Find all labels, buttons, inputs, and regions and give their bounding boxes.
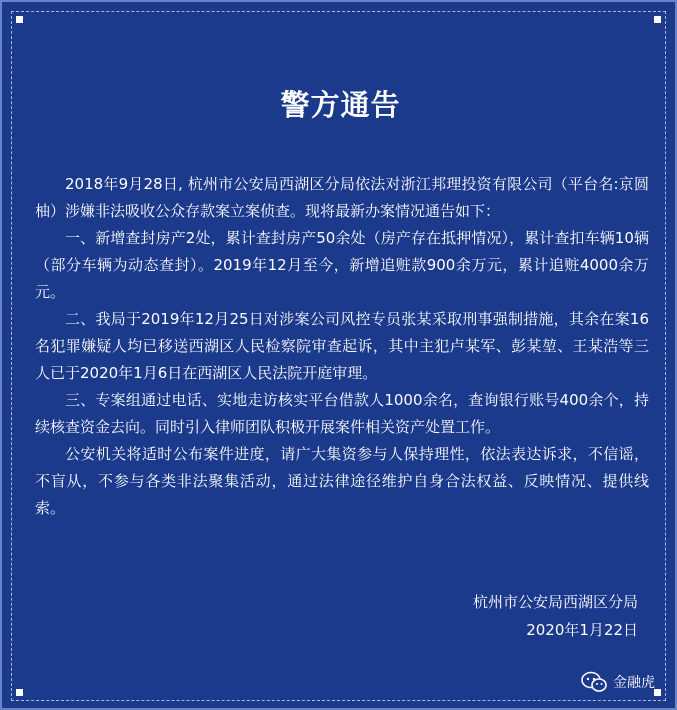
corner-ornament bbox=[16, 16, 23, 23]
notice-paragraph-2: 二、我局于2019年12月25日对涉案公司风控专员张某采取刑事强制措施，其余在案16名犯罪嫌疑人均已移送西湖区人民检察院审查起诉，其中主犯卢某军、彭某堃、王某浩等三人已于2020年1月6日在西湖区人民法院开庭审理。 bbox=[35, 310, 649, 382]
watermark bbox=[581, 671, 655, 693]
corner-ornament bbox=[654, 16, 661, 23]
watermark-label: 金融虎 bbox=[613, 675, 655, 691]
corner-ornament bbox=[654, 689, 661, 696]
notice-paragraph-3: 三、专案组通过电话、实地走访核实平台借款人1000余名，查询银行账号400余个，持续核查资金去向。同时引入律师团队积极开展案件相关资产处置工作。 bbox=[35, 391, 649, 436]
notice-paragraph-intro: 2018年9月28日, 杭州市公安局西湖区分局依法对浙江邦理投资有限公司（平台名:京圆柚）涉嫌非法吸收公众存款案立案侦查。现将最新办案情况通告如下： bbox=[35, 175, 649, 220]
notice-paragraph-closing: 公安机关将适时公布案件进度，请广大集资参与人保持理性，依法表达诉求，不信谣，不盲从，不参与各类非法聚集活动，通过法律途径维护自身合法权益、反映情况、提供线索。 bbox=[35, 445, 649, 517]
notice-paragraph-1: 一、新增查封房产2处，累计查封房产50余处（房产存在抵押情况），累计查扣车辆10辆（部分车辆为动态查封）。2019年12月至今，新增追赃款900余万元，累计追赃4000余万元。 bbox=[35, 229, 649, 301]
issuer-name: 杭州市公安局西湖区分局 bbox=[472, 593, 638, 611]
corner-ornament bbox=[16, 689, 23, 696]
signature-block bbox=[473, 588, 638, 644]
wechat-icon bbox=[581, 671, 607, 693]
notice-title: 警方通告 bbox=[280, 88, 401, 123]
notice-body bbox=[35, 171, 649, 522]
issue-date: 2020年1月22日 bbox=[526, 621, 638, 639]
